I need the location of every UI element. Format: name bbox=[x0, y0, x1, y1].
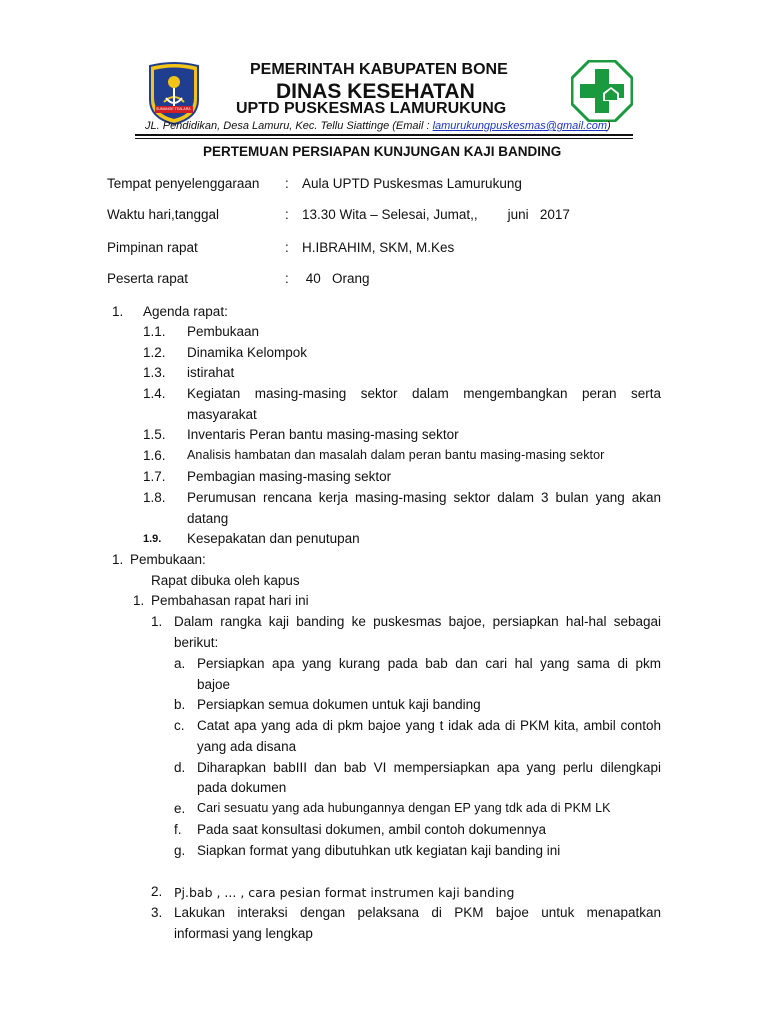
list-number: 1. bbox=[112, 304, 124, 319]
list-number: 1.5. bbox=[143, 427, 166, 442]
info-label: Peserta rapat bbox=[107, 271, 189, 286]
info-label: Tempat penyelenggaraan bbox=[107, 176, 260, 191]
left-logo-text: SUMANGE TEALARA bbox=[156, 107, 191, 111]
agenda-title: Agenda rapat: bbox=[143, 304, 228, 319]
list-item: Perumusan rencana kerja masing-masing sektor dalam 3 bulan yang akan bbox=[187, 490, 661, 505]
info-value: H.IBRAHIM, SKM, M.Kes bbox=[302, 240, 455, 255]
list-item: Kegiatan masing-masing sektor dalam mengembangkan peran serta bbox=[187, 386, 661, 401]
info-label: Pimpinan rapat bbox=[107, 240, 198, 255]
list-item: Analisis hambatan dan masalah dalam peran bantu masing-masing sektor bbox=[187, 448, 605, 462]
info-value: 13.30 Wita – Selesai, Jumat,, juni 2017 bbox=[302, 207, 570, 222]
puskesmas-logo bbox=[571, 60, 633, 122]
list-item-continuation: yang ada disana bbox=[197, 739, 297, 754]
list-item: Kesepakatan dan penutupan bbox=[187, 531, 360, 546]
letterhead-address: JL. Pendidikan, Desa Lamuru, Kec. Tellu Siattinge (Email : lamurukungpuskesmas@gmail.com) bbox=[145, 120, 611, 132]
info-sep: : bbox=[285, 207, 289, 222]
list-number: 1.6. bbox=[143, 448, 166, 463]
info-label: Waktu hari,tanggal bbox=[107, 207, 220, 222]
section-title: Pembukaan: bbox=[130, 552, 206, 567]
list-letter: e. bbox=[174, 801, 186, 816]
list-number: 1.2. bbox=[143, 345, 166, 360]
paragraph: Rapat dibuka oleh kapus bbox=[151, 573, 300, 588]
list-number: 1. bbox=[151, 614, 163, 629]
list-item-continuation: informasi yang lengkap bbox=[174, 926, 313, 941]
list-item: Cari sesuatu yang ada hubungannya dengan EP yang tdk ada di PKM LK bbox=[197, 801, 611, 815]
list-number: 2. bbox=[151, 884, 163, 899]
list-item: Lakukan interaksi dengan pelaksana di PKM bajoe untuk menapatkan bbox=[174, 905, 661, 920]
list-number: 1.4. bbox=[143, 386, 166, 401]
info-value: Aula UPTD Puskesmas Lamurukung bbox=[302, 176, 522, 191]
info-sep: : bbox=[285, 240, 289, 255]
list-number: 1.7. bbox=[143, 469, 166, 484]
list-number: 1.9. bbox=[143, 533, 162, 545]
list-item: Dinamika Kelompok bbox=[187, 345, 308, 360]
list-letter: b. bbox=[174, 697, 186, 712]
list-number: 1.8. bbox=[143, 490, 166, 505]
info-value: 40 Orang bbox=[302, 271, 370, 286]
section-title: Pembahasan rapat hari ini bbox=[151, 593, 309, 608]
list-number: 1. bbox=[133, 593, 145, 608]
list-item: Persiapkan apa yang kurang pada bab dan cari hal yang sama di pkm bbox=[197, 656, 661, 671]
letterhead-rule-thick bbox=[135, 134, 633, 136]
list-item: Pj.bab , ... , cara pesian format instrumen kaji banding bbox=[174, 885, 515, 900]
email-link[interactable]: lamurukungpuskesmas@gmail.com bbox=[432, 120, 607, 132]
list-item: Pada saat konsultasi dokumen, ambil contoh dokumennya bbox=[197, 822, 546, 837]
list-item-continuation: berikut: bbox=[174, 635, 219, 650]
list-item-continuation: pada dokumen bbox=[197, 780, 287, 795]
list-item-continuation: datang bbox=[187, 511, 229, 526]
list-item: Pembukaan bbox=[187, 324, 260, 339]
list-item: Inventaris Peran bantu masing-masing sektor bbox=[187, 427, 459, 442]
document-title: PERTEMUAN PERSIAPAN KUNJUNGAN KAJI BANDING bbox=[203, 144, 562, 159]
list-letter: g. bbox=[174, 843, 186, 858]
list-letter: c. bbox=[174, 718, 185, 733]
list-number: 1.1. bbox=[143, 324, 166, 339]
letterhead-line-2: DINAS KESEHATAN bbox=[276, 80, 475, 103]
list-letter: a. bbox=[174, 656, 186, 671]
list-number: 1. bbox=[112, 552, 124, 567]
list-item: Catat apa yang ada di pkm bajoe yang t idak ada di PKM kita, ambil contoh bbox=[197, 718, 661, 733]
list-item-continuation: masyarakat bbox=[187, 407, 257, 422]
list-item: Diharapkan babIII dan bab VI mempersiapkan apa yang perlu dilengkapi bbox=[197, 760, 661, 775]
list-item: istirahat bbox=[187, 365, 235, 380]
letterhead-rule-thin bbox=[135, 138, 633, 139]
list-letter: d. bbox=[174, 760, 186, 775]
list-item-continuation: bajoe bbox=[197, 677, 231, 692]
letterhead-line-3: UPTD PUSKESMAS LAMURUKUNG bbox=[236, 100, 507, 117]
info-sep: : bbox=[285, 271, 289, 286]
list-number: 3. bbox=[151, 905, 163, 920]
list-letter: f. bbox=[174, 822, 182, 837]
list-number: 1.3. bbox=[143, 365, 166, 380]
list-item: Siapkan format yang dibutuhkan utk kegiatan kaji banding ini bbox=[197, 843, 561, 858]
letterhead-line-1: PEMERINTAH KABUPATEN BONE bbox=[250, 61, 508, 78]
list-item: Dalam rangka kaji banding ke puskesmas bajoe, persiapkan hal-hal sebagai bbox=[174, 614, 661, 629]
kabupaten-bone-logo bbox=[146, 62, 202, 126]
list-item: Pembagian masing-masing sektor bbox=[187, 469, 392, 484]
info-sep: : bbox=[285, 176, 289, 191]
list-item: Persiapkan semua dokumen untuk kaji banding bbox=[197, 697, 481, 712]
